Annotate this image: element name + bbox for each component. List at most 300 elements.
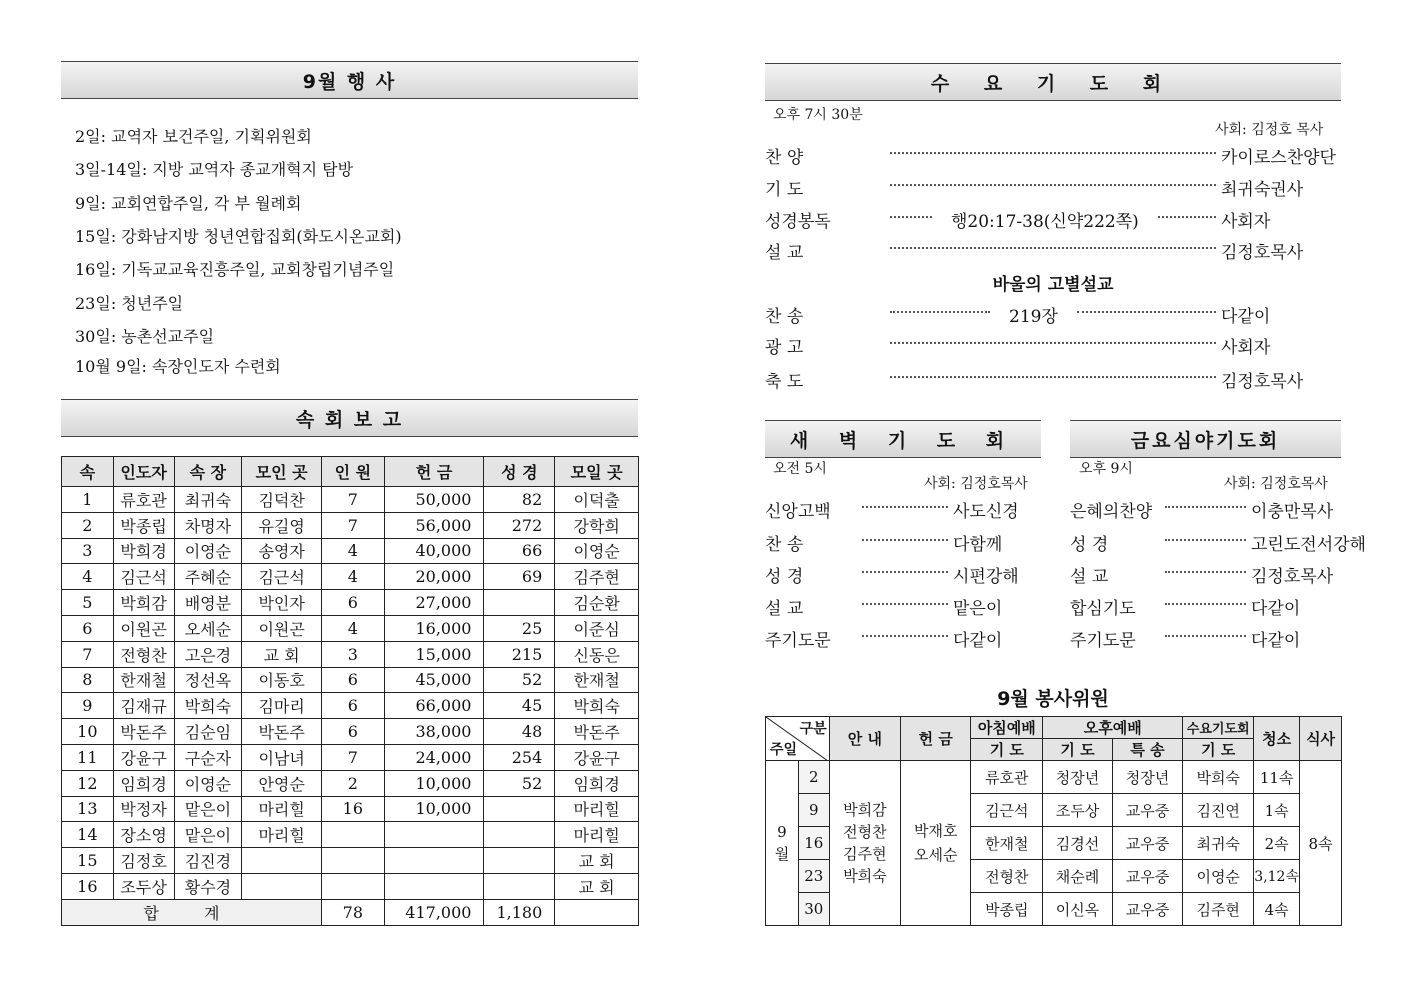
program-label: 주기도문	[765, 631, 831, 651]
leader-dots	[862, 506, 948, 508]
total-bible: 1,180	[484, 899, 555, 925]
event-item: 2일: 교역자 보건주일, 기획위원회	[75, 127, 312, 146]
col-header: 모일 곳	[555, 457, 639, 487]
table-cell: 박희숙	[555, 693, 639, 719]
service-cell: 채순례	[1043, 860, 1113, 893]
table-cell: 유길영	[242, 512, 322, 538]
table-row	[62, 615, 639, 641]
corner-top: 구분	[799, 721, 827, 737]
total-people: 78	[321, 899, 384, 925]
month-char: 9	[777, 823, 787, 841]
table-cell: 조두상	[113, 873, 174, 899]
table-cell: 69	[484, 564, 555, 590]
wed-title: 수 요 기 도 회	[930, 72, 1176, 95]
col-header: 성 경	[484, 457, 555, 487]
table-row	[62, 512, 639, 538]
table-cell: 2	[321, 770, 384, 796]
table-cell: 김덕찬	[242, 487, 322, 513]
table-cell: 박정자	[113, 796, 174, 822]
table-cell: 이영순	[174, 770, 242, 796]
table-cell	[384, 873, 484, 899]
h-offering: 헌 금	[901, 717, 971, 761]
table-cell: 4	[321, 564, 384, 590]
table-cell: 배영분	[174, 590, 242, 616]
table-cell: 52	[484, 770, 555, 796]
table-cell: 박인자	[242, 590, 322, 616]
program-row	[1070, 594, 1341, 619]
table-cell: 황수경	[174, 873, 242, 899]
table-cell: 20,000	[384, 564, 484, 590]
program-leader: 사회자	[1221, 212, 1271, 232]
table-cell: 김근석	[242, 564, 322, 590]
program-leader: 사회자	[1221, 338, 1271, 358]
table-cell: 24,000	[384, 744, 484, 770]
report-table	[61, 456, 639, 926]
table-cell: 4	[321, 615, 384, 641]
program-label: 찬 송	[765, 307, 804, 327]
table-cell: 16	[321, 796, 384, 822]
corner-bottom: 주일	[770, 742, 798, 758]
service-cell: 전형찬	[971, 860, 1043, 893]
table-cell: 박희경	[113, 538, 174, 564]
table-cell: 215	[484, 641, 555, 667]
program-row	[765, 175, 1341, 200]
program-label: 찬 송	[765, 535, 804, 555]
table-cell: 전형찬	[113, 641, 174, 667]
program-leader: 다같이	[1221, 307, 1271, 327]
service-cell: 김경선	[1043, 827, 1113, 860]
table-cell: 13	[62, 796, 114, 822]
h-clean: 청소	[1254, 717, 1300, 761]
table-cell: 박희숙	[174, 693, 242, 719]
table-cell: 김근석	[113, 564, 174, 590]
sermon-title: 바울의 고별설교	[992, 275, 1114, 295]
offering-cell: 박재호 오세순	[901, 761, 971, 926]
program-row	[1070, 562, 1341, 587]
table-cell	[384, 848, 484, 874]
table-cell: 차명자	[174, 512, 242, 538]
h-morning: 아침예배	[971, 717, 1043, 739]
table-cell: 25	[484, 615, 555, 641]
table-cell: 오세순	[174, 615, 242, 641]
h-special: 특 송	[1112, 739, 1183, 761]
leader-dots	[890, 247, 1216, 249]
program-row	[765, 497, 1041, 522]
table-cell: 14	[62, 822, 114, 848]
leader-dots	[1165, 571, 1246, 573]
table-row	[62, 796, 639, 822]
service-table	[765, 716, 1342, 926]
program-leader: 다함께	[953, 535, 1003, 555]
sunday-date: 23	[798, 860, 829, 893]
leader-dots	[1165, 539, 1246, 541]
table-cell	[321, 822, 384, 848]
table-cell	[484, 796, 555, 822]
table-cell: 맡은이	[174, 822, 242, 848]
wed-host: 사회: 김정호 목사	[1215, 122, 1324, 138]
table-cell	[384, 822, 484, 848]
program-row	[765, 207, 1341, 232]
table-cell: 6	[62, 615, 114, 641]
table-cell: 장소영	[113, 822, 174, 848]
table-cell: 이영순	[174, 538, 242, 564]
program-leader: 이충만목사	[1251, 502, 1334, 522]
service-cell: 이신옥	[1043, 893, 1113, 926]
service-cell: 교우중	[1112, 827, 1183, 860]
program-label: 축 도	[765, 372, 804, 392]
table-cell: 이덕출	[555, 487, 639, 513]
month-cell	[766, 761, 799, 926]
table-cell	[242, 873, 322, 899]
table-cell: 6	[321, 693, 384, 719]
program-row	[765, 530, 1041, 555]
program-row	[1070, 626, 1341, 651]
table-cell: 김순임	[174, 719, 242, 745]
leader-dots	[862, 603, 948, 605]
program-leader: 맡은이	[953, 599, 1003, 619]
table-cell: 강학희	[555, 512, 639, 538]
leader-dots	[890, 342, 1216, 344]
table-cell: 이동호	[242, 667, 322, 693]
table-cell: 박희감	[113, 590, 174, 616]
wed-time: 오후 7시 30분	[773, 107, 863, 123]
table-row	[62, 822, 639, 848]
service-cell: 박희숙	[1183, 761, 1254, 794]
dawn-header	[765, 420, 1041, 458]
table-cell: 강윤구	[555, 744, 639, 770]
program-label: 광 고	[765, 338, 804, 358]
service-cell: 조두상	[1043, 794, 1113, 827]
table-cell: 6	[321, 667, 384, 693]
program-leader: 김정호목사	[1221, 372, 1304, 392]
program-leader: 김정호목사	[1251, 567, 1334, 587]
table-cell: 교 회	[555, 873, 639, 899]
program-label: 성경봉독	[765, 212, 831, 232]
h-wed: 수요기도회	[1183, 717, 1254, 739]
table-cell: 45	[484, 693, 555, 719]
friday-title: 금요심야기도회	[1130, 429, 1281, 452]
table-cell: 안영순	[242, 770, 322, 796]
leader-dots	[890, 152, 1216, 154]
table-cell: 마리힐	[242, 796, 322, 822]
service-cell: 교우중	[1112, 893, 1183, 926]
col-header: 속	[62, 457, 114, 487]
table-cell: 40,000	[384, 538, 484, 564]
program-row	[1070, 530, 1366, 555]
table-cell: 주혜순	[174, 564, 242, 590]
table-cell: 11	[62, 744, 114, 770]
table-cell: 신동은	[555, 641, 639, 667]
program-label: 설 교	[765, 243, 804, 263]
program-row	[1070, 497, 1341, 522]
program-label: 기 도	[765, 180, 804, 200]
program-leader: 고린도전서강해	[1251, 535, 1366, 555]
col-header: 속 장	[174, 457, 242, 487]
leader-dots	[1077, 311, 1216, 313]
table-cell: 10	[62, 719, 114, 745]
table-cell: 마리힐	[242, 822, 322, 848]
h-meal: 식사	[1300, 717, 1342, 761]
h-prayer: 기 도	[971, 739, 1043, 761]
service-row	[766, 761, 1342, 794]
leader-dots	[1165, 506, 1246, 508]
table-row	[62, 744, 639, 770]
service-cell: 김주현	[1183, 893, 1254, 926]
table-row	[62, 770, 639, 796]
table-cell: 7	[321, 512, 384, 538]
total-empty	[555, 899, 639, 925]
table-cell: 15,000	[384, 641, 484, 667]
table-row	[62, 719, 639, 745]
table-row	[62, 538, 639, 564]
program-label: 신앙고백	[765, 502, 831, 522]
table-cell: 6	[321, 719, 384, 745]
table-cell: 7	[62, 641, 114, 667]
dawn-host: 사회: 김정호목사	[924, 476, 1028, 492]
program-leader: 사도신경	[953, 502, 1019, 522]
col-header: 인 원	[321, 457, 384, 487]
event-item: 16일: 기독교교육진흥주일, 교회창립기념주일	[75, 260, 395, 279]
leader-dots	[890, 311, 990, 313]
program-label: 설 교	[765, 599, 804, 619]
service-cell: 한재철	[971, 827, 1043, 860]
table-cell: 임희경	[555, 770, 639, 796]
table-cell: 56,000	[384, 512, 484, 538]
sunday-date: 30	[798, 893, 829, 926]
table-cell: 김마리	[242, 693, 322, 719]
event-item: 23일: 청년주일	[75, 294, 184, 313]
service-cell: 11속	[1254, 761, 1300, 794]
table-cell: 16,000	[384, 615, 484, 641]
program-row	[765, 626, 1041, 651]
service-cell: 김근석	[971, 794, 1043, 827]
leader-dots	[890, 216, 932, 218]
leader-dots	[1158, 216, 1216, 218]
table-cell: 66,000	[384, 693, 484, 719]
table-cell: 박돈주	[555, 719, 639, 745]
h-prayer: 기 도	[1183, 739, 1254, 761]
wed-header	[765, 63, 1341, 101]
meal-cell: 8속	[1300, 761, 1342, 926]
program-leader: 최귀숙권사	[1221, 180, 1304, 200]
total-label: 합 계	[62, 899, 322, 925]
table-cell: 66	[484, 538, 555, 564]
program-leader: 시편강해	[953, 567, 1019, 587]
program-row	[765, 367, 1341, 392]
table-row	[62, 693, 639, 719]
program-label: 은혜의찬양	[1070, 502, 1153, 522]
table-cell	[484, 848, 555, 874]
table-cell: 8	[62, 667, 114, 693]
service-cell: 교우중	[1112, 860, 1183, 893]
program-leader: 다같이	[1251, 631, 1301, 651]
table-cell: 45,000	[384, 667, 484, 693]
program-detail: 219장	[1009, 307, 1058, 327]
table-cell: 박종립	[113, 512, 174, 538]
service-cell: 김진연	[1183, 794, 1254, 827]
program-label: 찬 양	[765, 148, 804, 168]
program-row	[765, 143, 1341, 168]
program-label: 설 교	[1070, 567, 1109, 587]
friday-time: 오후 9시	[1079, 461, 1133, 477]
friday-header	[1070, 420, 1341, 458]
table-cell: 27,000	[384, 590, 484, 616]
service-cell: 1속	[1254, 794, 1300, 827]
program-row	[765, 333, 1341, 358]
table-cell: 50,000	[384, 487, 484, 513]
service-cell: 류호관	[971, 761, 1043, 794]
table-cell: 임희경	[113, 770, 174, 796]
program-detail: 행20:17-38(신약222쪽)	[951, 212, 1139, 232]
sunday-date: 2	[798, 761, 829, 794]
table-cell: 12	[62, 770, 114, 796]
report-title: 속 회 보 고	[295, 408, 404, 431]
table-cell: 48	[484, 719, 555, 745]
service-cell: 3,12속	[1254, 860, 1300, 893]
table-cell: 4	[321, 538, 384, 564]
table-cell: 김정호	[113, 848, 174, 874]
table-cell: 송영자	[242, 538, 322, 564]
event-item: 15일: 강화남지방 청년연합집회(화도시온교회)	[75, 227, 402, 246]
table-cell: 고은경	[174, 641, 242, 667]
table-cell: 류호관	[113, 487, 174, 513]
leader-dots	[862, 571, 948, 573]
dawn-time: 오전 5시	[773, 461, 827, 477]
dawn-title: 새 벽 기 도 회	[789, 429, 1017, 452]
table-cell	[484, 590, 555, 616]
table-row	[62, 564, 639, 590]
col-header: 헌 금	[384, 457, 484, 487]
table-cell: 최귀숙	[174, 487, 242, 513]
table-cell: 마리힐	[555, 822, 639, 848]
table-cell: 교 회	[555, 848, 639, 874]
table-cell	[484, 822, 555, 848]
month-char: 월	[774, 845, 790, 863]
col-header: 모인 곳	[242, 457, 322, 487]
table-row	[62, 873, 639, 899]
events-title: 9월 행 사	[302, 70, 397, 93]
table-cell: 272	[484, 512, 555, 538]
table-cell: 교 회	[242, 641, 322, 667]
program-leader: 카이로스찬양단	[1221, 148, 1336, 168]
table-cell: 이남녀	[242, 744, 322, 770]
event-item: 9일: 교회연합주일, 각 부 월례회	[75, 194, 302, 213]
table-cell: 강윤구	[113, 744, 174, 770]
table-cell: 이영순	[555, 538, 639, 564]
table-cell: 한재철	[113, 667, 174, 693]
table-cell: 맡은이	[174, 796, 242, 822]
service-cell: 교우중	[1112, 794, 1183, 827]
h-afternoon: 오후예배	[1043, 717, 1183, 739]
program-label: 성 경	[765, 567, 804, 587]
col-header: 인도자	[113, 457, 174, 487]
table-cell: 이준심	[555, 615, 639, 641]
table-cell: 구순자	[174, 744, 242, 770]
table-cell: 9	[62, 693, 114, 719]
program-row	[765, 302, 1341, 327]
program-row	[765, 562, 1041, 587]
table-cell	[321, 848, 384, 874]
service-cell: 청장년	[1112, 761, 1183, 794]
leader-dots	[1165, 603, 1246, 605]
total-offering: 417,000	[384, 899, 484, 925]
table-cell	[242, 848, 322, 874]
table-cell: 박돈주	[242, 719, 322, 745]
table-cell: 10,000	[384, 770, 484, 796]
table-row	[62, 667, 639, 693]
table-cell: 1	[62, 487, 114, 513]
table-cell: 4	[62, 564, 114, 590]
table-cell: 3	[321, 641, 384, 667]
table-cell: 김주현	[555, 564, 639, 590]
program-leader: 김정호목사	[1221, 243, 1304, 263]
table-row	[62, 848, 639, 874]
leader-dots	[890, 376, 1216, 378]
table-cell	[484, 873, 555, 899]
table-cell: 10,000	[384, 796, 484, 822]
guide-cell: 박희감 전형찬 김주현 박희숙	[829, 761, 900, 926]
table-cell: 이원곤	[242, 615, 322, 641]
table-cell: 이원곤	[113, 615, 174, 641]
program-label: 주기도문	[1070, 631, 1136, 651]
service-cell: 이영순	[1183, 860, 1254, 893]
table-cell: 38,000	[384, 719, 484, 745]
table-cell: 김재규	[113, 693, 174, 719]
program-label: 성 경	[1070, 535, 1109, 555]
program-leader: 다같이	[953, 631, 1003, 651]
table-cell: 6	[321, 590, 384, 616]
table-cell: 마리힐	[555, 796, 639, 822]
table-cell: 7	[321, 744, 384, 770]
table-cell: 5	[62, 590, 114, 616]
sunday-date: 16	[798, 827, 829, 860]
table-cell: 7	[321, 487, 384, 513]
leader-dots	[862, 539, 948, 541]
report-header	[61, 399, 638, 437]
table-cell: 82	[484, 487, 555, 513]
leader-dots	[862, 635, 948, 637]
table-row	[62, 590, 639, 616]
event-item: 30일: 농촌선교주일	[75, 327, 215, 346]
program-label: 합심기도	[1070, 599, 1136, 619]
corner-cell	[766, 717, 830, 761]
service-cell: 박종립	[971, 893, 1043, 926]
service-cell: 4속	[1254, 893, 1300, 926]
h-prayer: 기 도	[1043, 739, 1113, 761]
service-cell: 최귀숙	[1183, 827, 1254, 860]
table-row	[62, 641, 639, 667]
table-cell: 김진경	[174, 848, 242, 874]
sunday-date: 9	[798, 794, 829, 827]
table-cell	[321, 873, 384, 899]
table-cell: 52	[484, 667, 555, 693]
service-cell: 2속	[1254, 827, 1300, 860]
events-header	[61, 61, 638, 99]
table-cell: 2	[62, 512, 114, 538]
program-leader: 다같이	[1251, 599, 1301, 619]
service-cell: 청장년	[1043, 761, 1113, 794]
event-item: 3일-14일: 지방 교역자 종교개혁지 탐방	[75, 160, 354, 179]
table-cell: 정선옥	[174, 667, 242, 693]
program-row	[765, 238, 1341, 263]
event-item: 10월 9일: 속장인도자 수련회	[75, 357, 281, 376]
friday-host: 사회: 김정호목사	[1224, 476, 1328, 492]
table-cell: 3	[62, 538, 114, 564]
leader-dots	[890, 184, 1216, 186]
program-row	[765, 594, 1041, 619]
table-cell: 254	[484, 744, 555, 770]
table-cell: 박돈주	[113, 719, 174, 745]
